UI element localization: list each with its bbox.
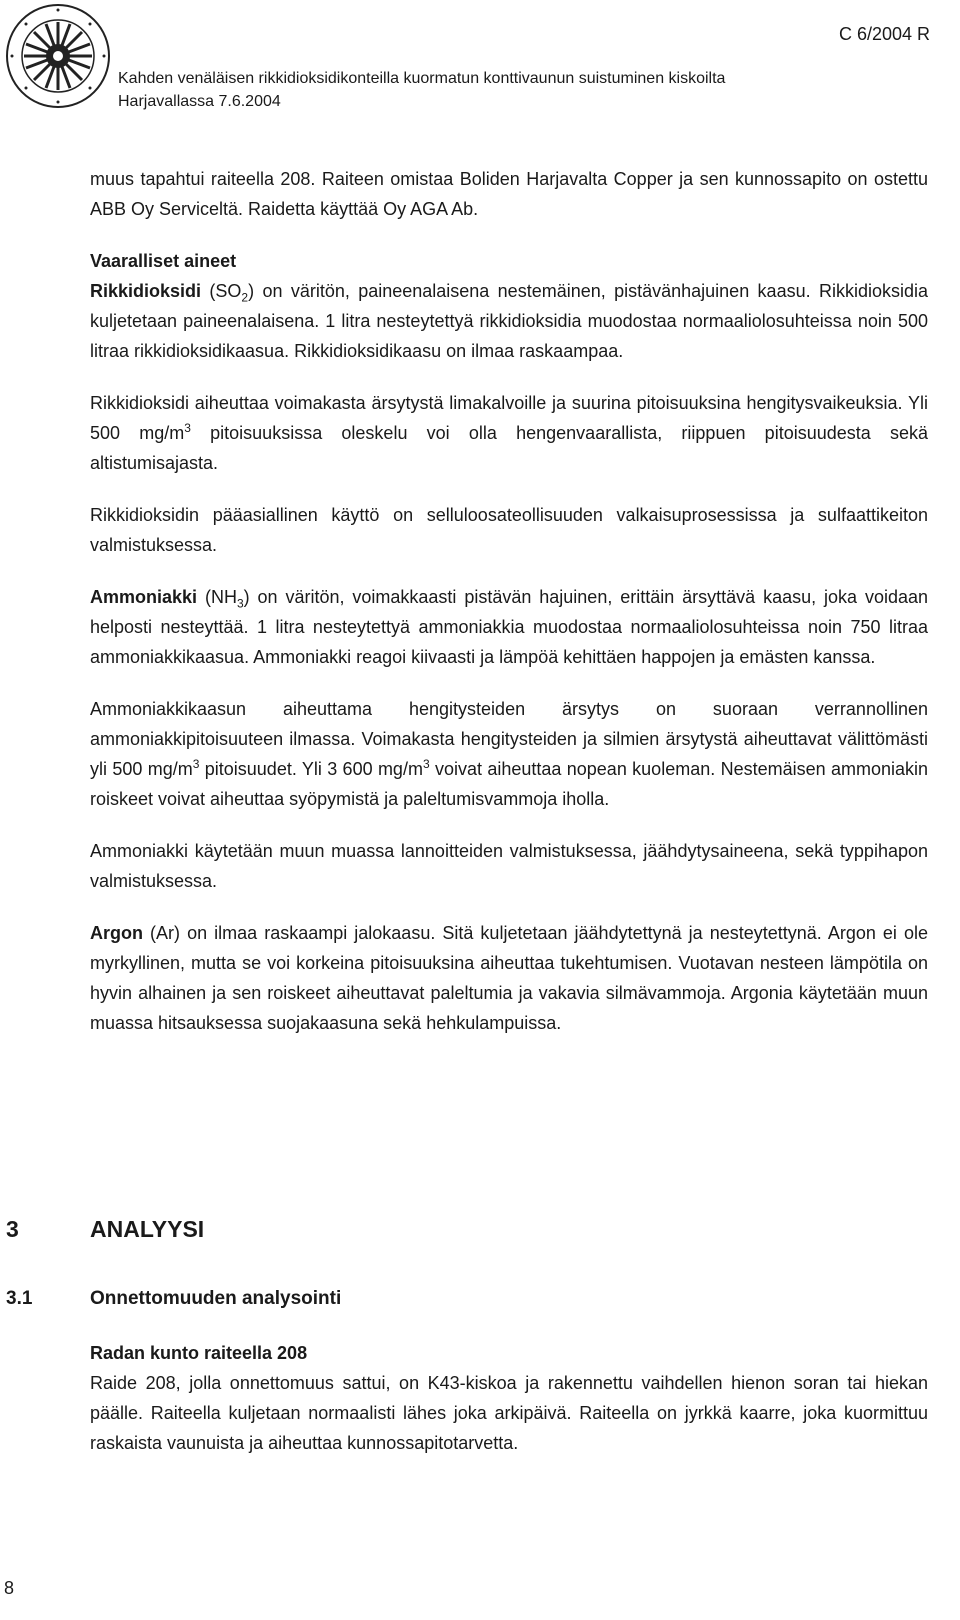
paragraph-nh3-effects: Ammoniakkikaasun aiheuttama hengitysteiden ärsytys on suoraan verrannollinen ammoniakkipitoisuuteen ilmassa. Voimakasta hengitysteiden ja silmien ärsytystä aiheuttavat välittömästi yli 500 $mg/m^3$ pitoisuudet. Yli 3 600 $mg/m^3$ voivat aiheuttaa nopean kuoleman. Nestemäisen ammoniakin roiskeet voivat aiheuttaa syöpymistä ja paleltumisvammoja iholla. — [90, 699, 929, 809]
seal-icon — [4, 2, 112, 110]
paragraph-nh3-use: Ammoniakki käytetään muun muassa lannoitteiden valmistuksessa, jäähdytysaineena, sekä typpihapon valmistuksessa. — [90, 841, 928, 891]
subsection-title: Onnettomuuden analysointi — [90, 1288, 342, 1309]
paragraph-argon: Argon (Ar) on ilmaa raskaampi jalokaasu. Sitä kuljetetaan jäähdytettynä ja nesteytettynä. Argon ei ole myrkyllinen, mutta se voi korkeina pitoisuuksina aiheuttaa tukehtumisen. Vuotavan nesteen lämpötila on hyvin alhainen ja sen roiskeet aiheuttavat paleltumia ja vakavia silmävammoja. Argonia käytetään muun muassa hitsauksessa suojakaasuna sekä hehkulampuissa. — [90, 923, 928, 1033]
section-number: 3 — [6, 1216, 19, 1242]
document-title: Kahden venäläisen rikkidioksidikonteilla kuormatun konttivaunun suistuminen kiskoilta — [118, 70, 726, 87]
section-subheading: Radan kunto raiteella 208 — [90, 1343, 308, 1363]
paragraph-so2-effects: Rikkidioksidi aiheuttaa voimakasta ärsytystä limakalvoille ja suurina pitoisuuksina hengitysvaikeuksia. Yli 500 $mg/m^3$ pitoisuuksissa oleskelu voi olla hengenvaarallista, riippuen pitoisuudesta sekä altistumisajasta. — [90, 393, 928, 473]
document-place-date: Harjavallassa 7.6.2004 — [118, 93, 281, 110]
paragraph: Raide 208, jolla onnettomuus sattui, on K43-kiskoa ja rakennettu vaihdellen hienon soran tai hiekan päälle. Raiteella kuljetaan normaalisti lähes joka arkipäivä. Raiteella on jyrkkä kaarre, joka kuormittuu raskaista vaunuista ja aiheuttaa kunnossapitotarvetta. — [90, 1373, 928, 1453]
document-code: C 6/2004 R — [838, 24, 930, 44]
document-header — [118, 67, 725, 113]
term-label: Ammoniakki — [90, 587, 198, 607]
paragraph-so2: Rikkidioksidi $(SO_2)$ on väritön, paineenalaisena nestemäinen, pistävänhajuinen kaasu. Rikkidioksidia kuljetetaan paineenalaisena. 1 litra nesteytettyä rikkidioksidia muodostaa normaaliolosuhteissa noin 500 litraa rikkidioksidikaasua. Rikkidioksidikaasu on ilmaa raskaampaa. — [90, 281, 928, 361]
section-subheading: Vaaralliset aineet — [90, 251, 237, 271]
section-body-text — [90, 1338, 928, 1458]
agency-logo — [4, 2, 112, 110]
section-title: ANALYYSI — [90, 1216, 205, 1242]
body-text — [90, 164, 928, 1038]
term-label: Rikkidioksidi — [90, 281, 202, 301]
paragraph: muus tapahtui raiteella 208. Raiteen omistaa Boliden Harjavalta Copper ja sen kunnossapito on ostettu ABB Oy Serviceltä. Raidetta käyttää Oy AGA Ab. — [90, 169, 928, 219]
term-label: Argon — [90, 923, 143, 943]
page-number: 8 — [4, 1578, 15, 1598]
paragraph-so2-use: Rikkidioksidin pääasiallinen käyttö on selluloosateollisuuden valkaisuprosessissa ja sulfaattikeiton valmistuksessa. — [90, 505, 928, 555]
paragraph-nh3: Ammoniakki $(NH_3)$ on väritön, voimakkaasti pistävän hajuinen, erittäin ärsyttävä kaasu, joka voidaan helposti nesteyttää. 1 litra nesteytettyä ammoniakkia muodostaa normaaliolosuhteissa noin 750 litraa ammoniakkikaasua. Ammoniakki reagoi kiivaasti ja lämpöä kehittäen happojen ja emästen kanssa. — [90, 587, 929, 667]
subsection-number: 3.1 — [6, 1288, 33, 1309]
